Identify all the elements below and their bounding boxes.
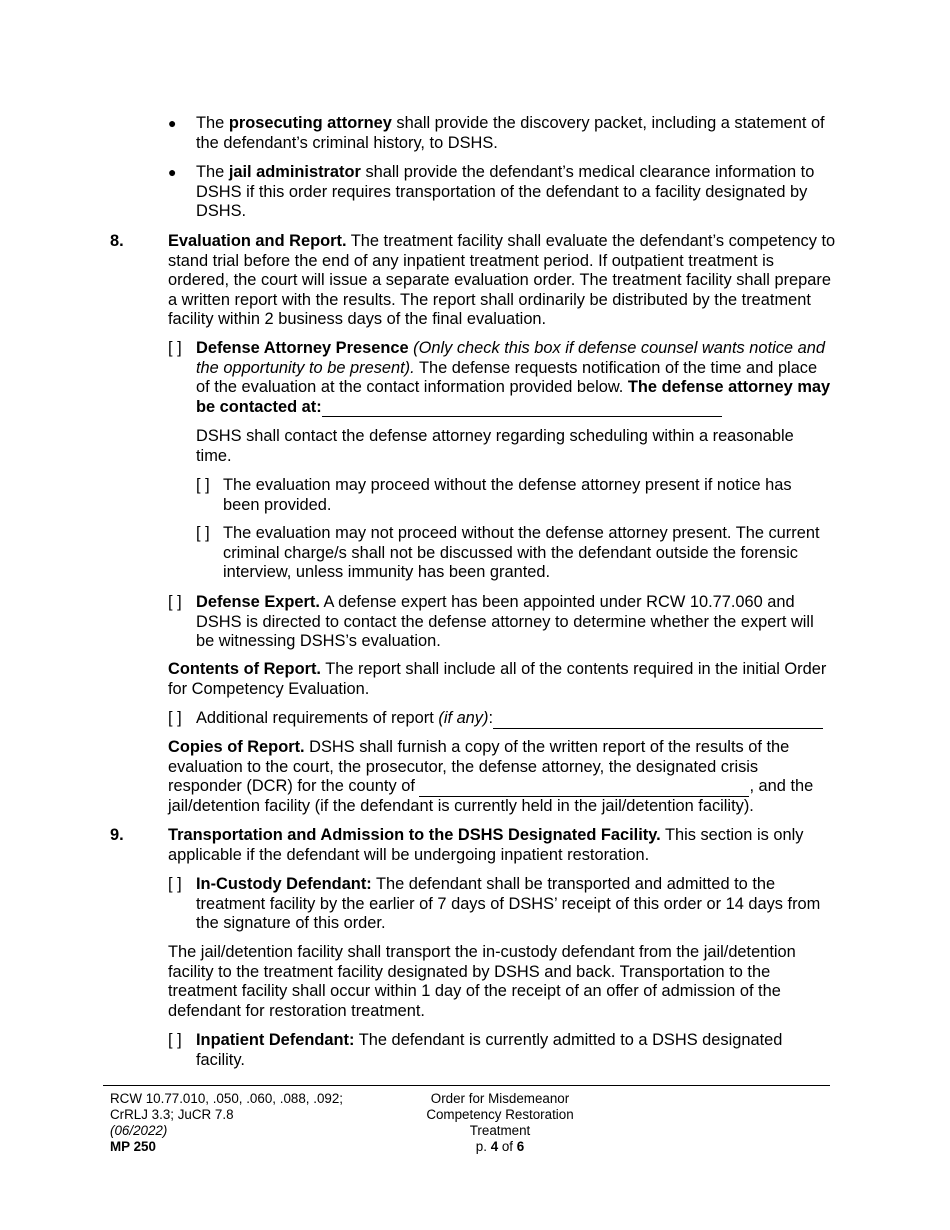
section-9-number: 9. xyxy=(110,826,124,844)
inpatient-checkbox[interactable]: [ ] xyxy=(168,1031,182,1049)
defense-presence-checkbox[interactable]: [ ] xyxy=(168,339,182,357)
not-proceed-checkbox[interactable]: [ ] xyxy=(196,524,210,542)
footer-statutes: RCW 10.77.010, .050, .060, .088, .092; xyxy=(110,1091,344,1106)
defense-expert: Defense Expert. A defense expert has been appointed under RCW 10.77.060 and DSHS is directed to contact the defense attorney to determine whether the expert will be witnessing DSHS’s evaluation. xyxy=(196,593,814,651)
proceed-checkbox[interactable]: [ ] xyxy=(196,476,210,494)
bullet-marker: ● xyxy=(168,164,177,180)
defense-attorney-presence: Defense Attorney Presence (Only check this box if defense counsel wants notice and the opportunity to be present). The defense requests notification of the time and place of the evaluation at the contact information provided below. The defense attorney may be contacted at: xyxy=(196,339,831,416)
option-proceed-without-attorney: The evaluation may proceed without the defense attorney present if notice has been provided. xyxy=(223,476,792,514)
additional-requirements-checkbox[interactable]: [ ] xyxy=(168,709,182,727)
additional-requirements: Additional requirements of report (if any): xyxy=(196,709,846,729)
inpatient-defendant: Inpatient Defendant: The defendant is currently admitted to a DSHS designated facility. xyxy=(196,1031,783,1069)
footer-page-number: p. 4 of 6 xyxy=(475,1139,525,1154)
section-9-transportation: Transportation and Admission to the DSHS Designated Facility. This section is only applicable if the defendant will be undergoing inpatient restoration. xyxy=(168,826,804,864)
copies-of-report: Copies of Report. DSHS shall furnish a copy of the written report of the results of the evaluation to the court, the prosecutor, the defense attorney, the designated crisis responder (DCR) for the county of , and the jail/detention facility (if the defendant is currently held in the jail/detention facility). xyxy=(168,738,814,815)
defense-expert-checkbox[interactable]: [ ] xyxy=(168,593,182,611)
footer-title-line3: Treatment xyxy=(469,1123,531,1138)
bullet-prosecuting-attorney: The prosecuting attorney shall provide the discovery packet, including a statement of the defendant’s criminal history, to DSHS. xyxy=(196,114,825,152)
dcr-county-blank[interactable] xyxy=(419,778,749,797)
in-custody-checkbox[interactable]: [ ] xyxy=(168,875,182,893)
footer-revision-date: (06/2022) xyxy=(110,1123,168,1138)
option-not-proceed-without-attorney: The evaluation may not proceed without the defense attorney present. The current criminal charge/s shall not be discussed with the defendant outside the forensic interview, unless immunity has been granted. xyxy=(223,524,820,582)
section-8-number: 8. xyxy=(110,232,124,250)
transport-paragraph: The jail/detention facility shall transport the in-custody defendant from the jail/detention facility to the treatment facility designated by DSHS and back. Transportation to the treatment facility shall occur within 1 day of the receipt of an offer of admission of the defendant for restoration treatment. xyxy=(168,943,796,1020)
dshs-contact-text: DSHS shall contact the defense attorney regarding scheduling within a reasonable time. xyxy=(196,427,794,465)
footer-title-line1: Order for Misdemeanor xyxy=(430,1091,570,1106)
section-8-evaluation-and-report: Evaluation and Report. The treatment facility shall evaluate the defendant’s competency to stand trial before the end of any inpatient treatment period. If outpatient treatment is ordered, the court will issue a separate evaluation order. The treatment facility shall prepare a written report with the results. The report shall ordinarily be distributed by the treatment facility within 2 business days of the final evaluation. xyxy=(168,232,836,329)
bullet-marker: ● xyxy=(168,115,177,131)
footer-form-number: MP 250 xyxy=(110,1139,156,1154)
footer-left xyxy=(110,1091,410,1155)
footer-center xyxy=(400,1091,600,1155)
footer-divider xyxy=(103,1085,830,1086)
additional-requirements-blank[interactable] xyxy=(493,710,823,729)
bullet-jail-administrator: The jail administrator shall provide the defendant’s medical clearance information to DSHS if this order requires transportation of the defendant to a facility designated by DSHS. xyxy=(196,163,815,221)
defense-contact-blank[interactable] xyxy=(322,398,722,417)
in-custody-defendant: In-Custody Defendant: The defendant shall be transported and admitted to the treatment facility by the earlier of 7 days of DSHS’ receipt of this order or 14 days from the signature of this order. xyxy=(196,875,821,933)
contents-of-report: Contents of Report. The report shall include all of the contents required in the initial Order for Competency Evaluation. xyxy=(168,660,827,698)
footer-title-line2: Competency Restoration xyxy=(426,1107,574,1122)
footer-rules: CrRLJ 3.3; JuCR 7.8 xyxy=(110,1107,234,1122)
